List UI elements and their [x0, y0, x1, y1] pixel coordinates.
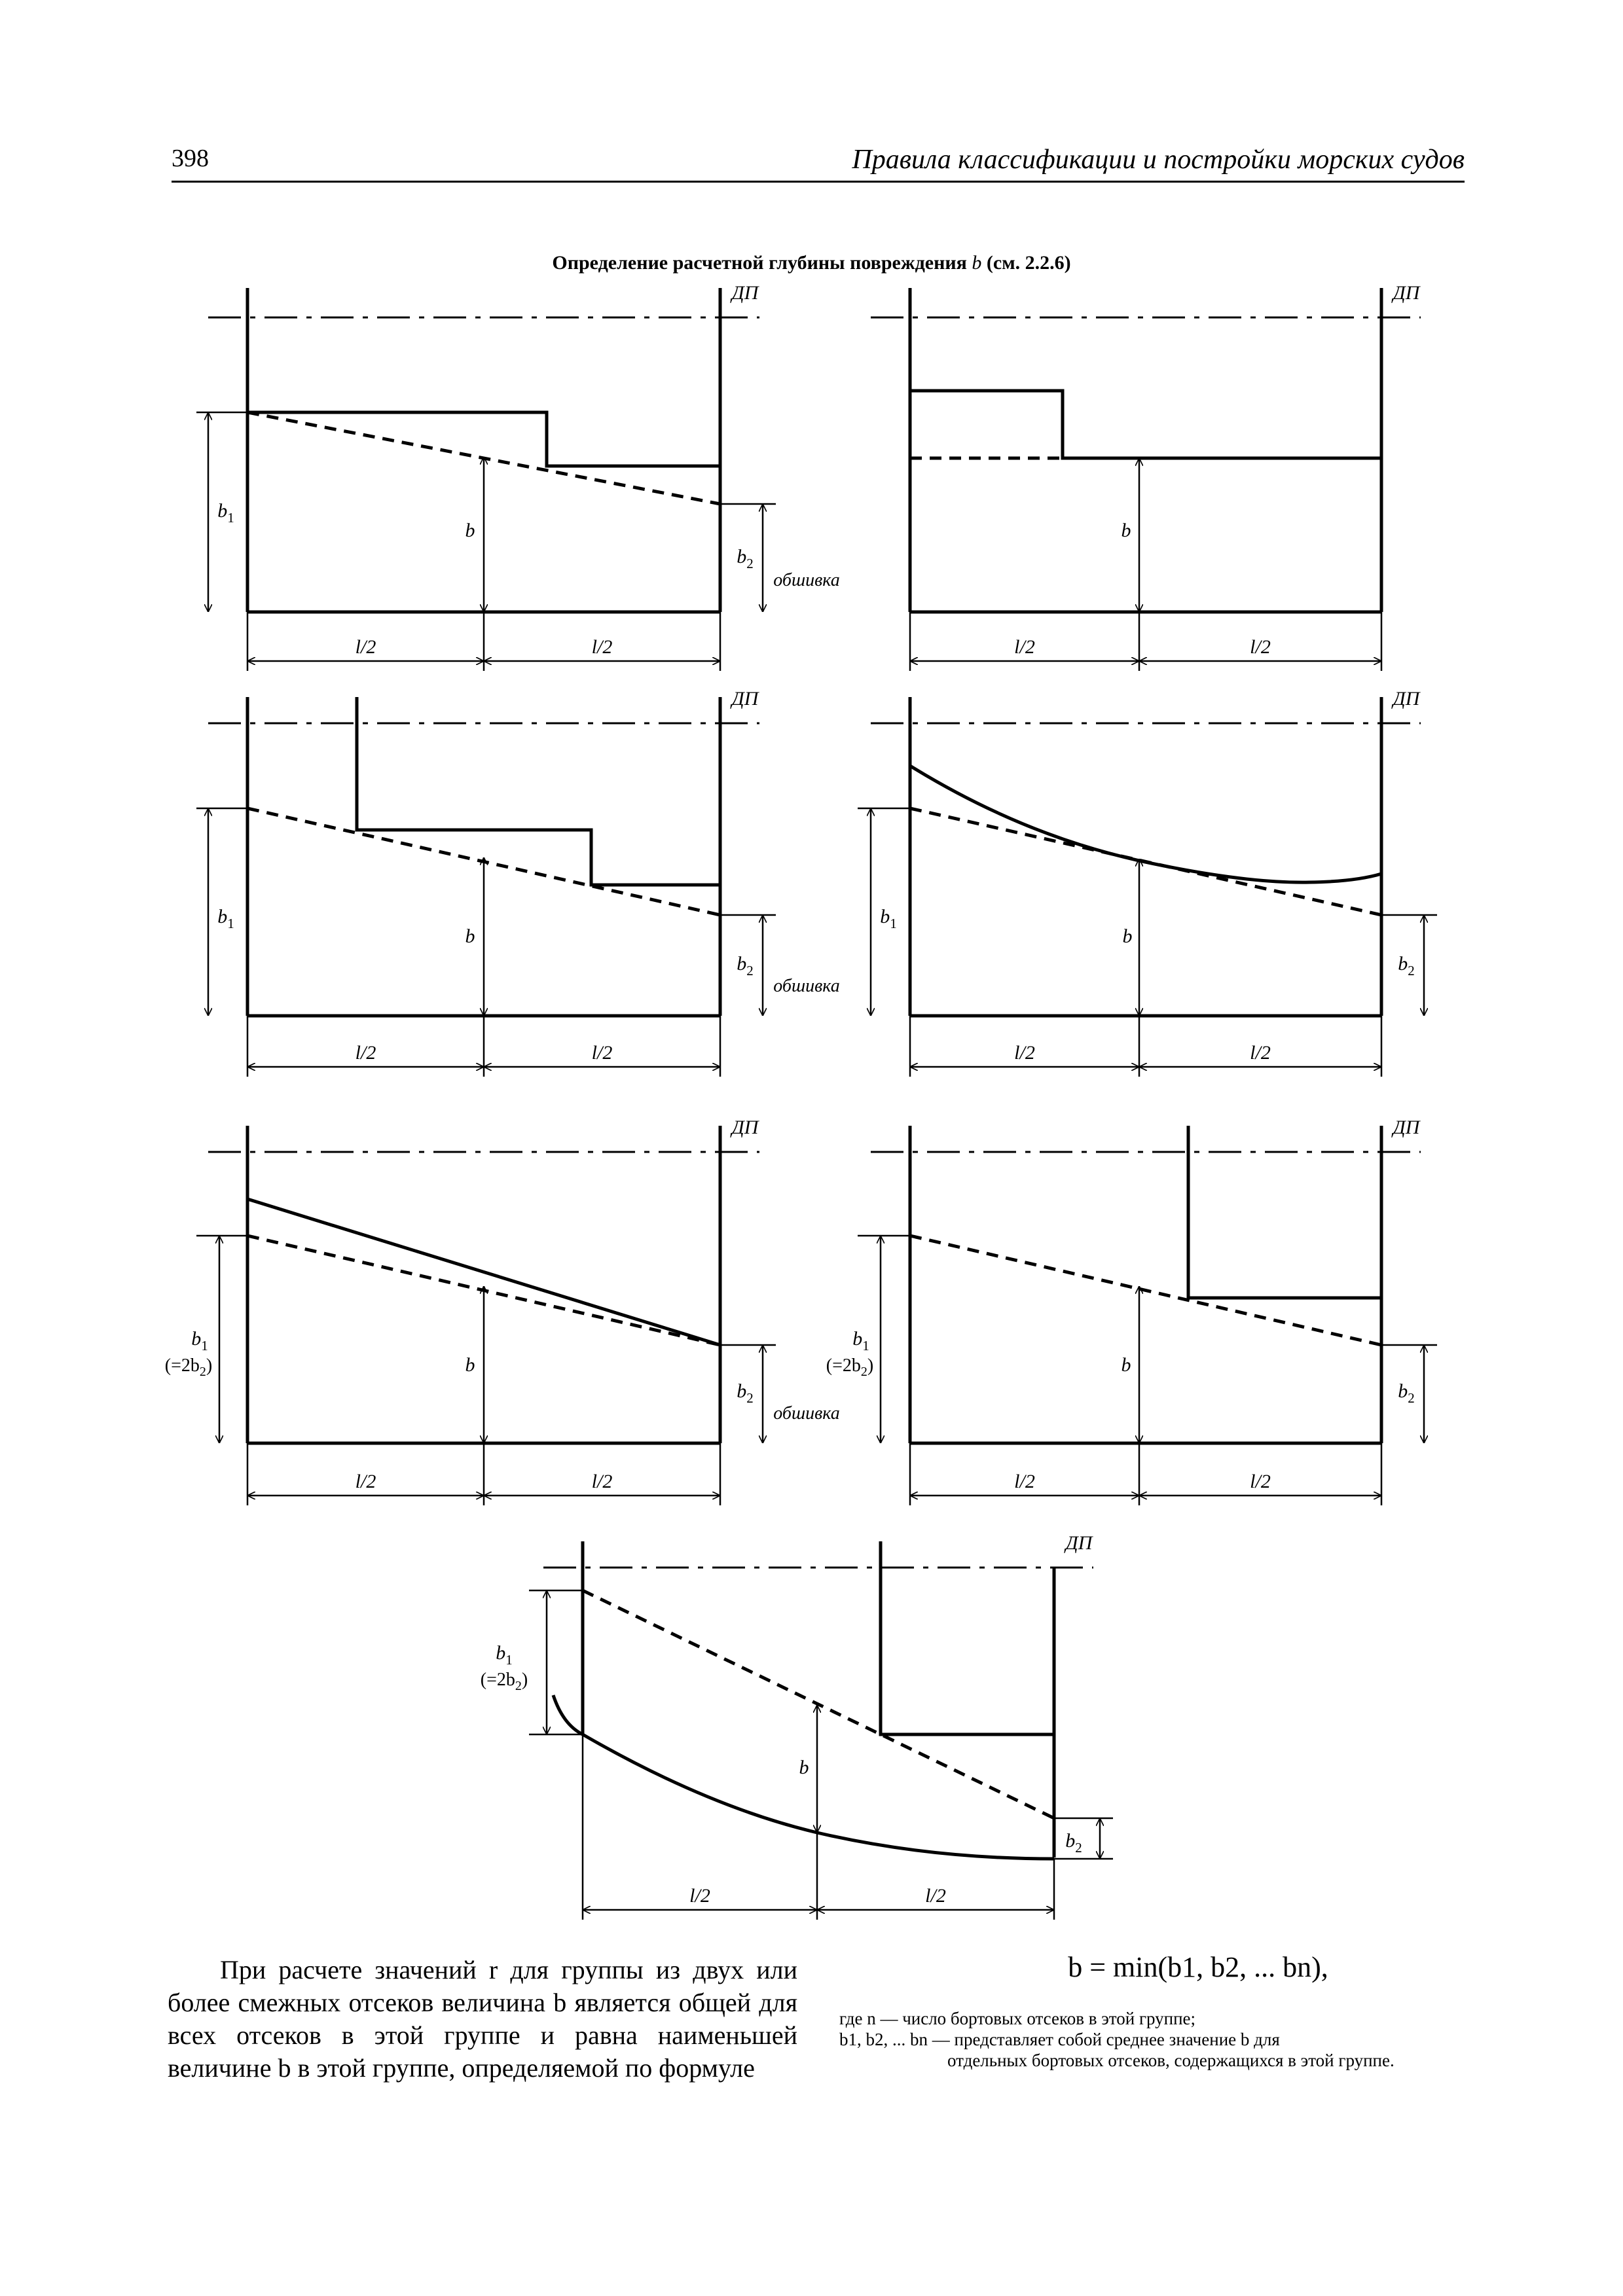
- panel-6-half-length-label-1: l/2: [1014, 1471, 1035, 1492]
- panel-4-half-length-label-2: l/2: [1250, 1042, 1271, 1064]
- panel-7-damage-boundary: [881, 1541, 1054, 1734]
- diagram-group: [165, 282, 1437, 1920]
- figure-title-var: b: [972, 252, 982, 274]
- formula-notes: [839, 2008, 1468, 2071]
- panel-1-plating-label: обшивка: [773, 570, 840, 590]
- panel-6-mean-line: [910, 1236, 1381, 1345]
- panel-3-half-length-label-1: l/2: [355, 1042, 376, 1064]
- panel-5-half-length-label-1: l/2: [355, 1471, 376, 1492]
- panel-7-dp-label: ДП: [1065, 1532, 1093, 1554]
- panel-1-half-length-label-1: l/2: [355, 636, 376, 658]
- panel-1-b-label: b: [465, 520, 475, 541]
- panel-3-b2-label: $b_2$: [737, 953, 754, 978]
- panel-6-b1-label: $b_1$: [852, 1328, 869, 1354]
- panel-6-eq2b2-label: $(=2b_2)$: [826, 1355, 874, 1379]
- panel-1-half-length-label-2: l/2: [591, 636, 613, 658]
- figure-title-prefix: Определение расчетной глубины повреждения: [552, 252, 967, 274]
- panel-2-b-label: b: [1121, 520, 1131, 541]
- panel-1-b2-label: $b_2$: [737, 546, 754, 571]
- panel-6-half-length-label-2: l/2: [1250, 1471, 1271, 1492]
- panel-2-damage-boundary: [910, 391, 1381, 458]
- panel-7-b2-label: $b_2$: [1065, 1830, 1082, 1856]
- panel-6-b2-label: $b_2$: [1398, 1380, 1415, 1406]
- panel-5-dp-label: ДП: [731, 1117, 759, 1138]
- panel-4-b1-label: $b_1$: [880, 906, 897, 931]
- panel-4-b2-label: $b_2$: [1398, 953, 1415, 978]
- panel-4-damage-curve: [910, 766, 1381, 882]
- panel-5-plating-label: обшивка: [773, 1403, 840, 1424]
- panel-7-b-label: b: [799, 1757, 809, 1778]
- panel-3-damage-boundary: [357, 697, 720, 885]
- panel-4-half-length-label-1: l/2: [1014, 1042, 1035, 1064]
- figure-title-suffix: (см. 2.2.6): [986, 252, 1071, 274]
- notes-line-3: отдельных бортовых отсеков, содержащихся в этой группе.: [947, 2051, 1395, 2070]
- panel-3-dp-label: ДП: [731, 688, 759, 709]
- panel-7-mean-line: [583, 1590, 1054, 1818]
- panel-5-half-length-label-2: l/2: [591, 1471, 613, 1492]
- panel-1-dp-label: ДП: [731, 282, 759, 304]
- panel-5-b-label: b: [465, 1354, 475, 1376]
- body-paragraph: При расчете значений r для группы из двух или более смежных отсеков величина b является общей для всех отсеков в этой группе и равна наименьшей величине b в этой группе, определяемой по формуле: [168, 1955, 797, 2083]
- running-title: Правила классификации и постройки морских судов: [852, 145, 1465, 175]
- page-number: 398: [172, 145, 209, 172]
- panel-3-half-length-label-2: l/2: [591, 1042, 613, 1064]
- panel-7-half-length-label-1: l/2: [689, 1885, 710, 1907]
- panel-4-b-label: b: [1122, 925, 1133, 947]
- notes-line-1: где n — число бортовых отсеков в этой группе;: [839, 2009, 1196, 2028]
- panel-1-b1-label: $b_1$: [217, 500, 234, 526]
- panel-6-b-label: b: [1121, 1354, 1131, 1376]
- panel-2-half-length-label-2: l/2: [1250, 636, 1271, 658]
- panel-4-mean-line: [910, 808, 1381, 915]
- panel-6-dp-label: ДП: [1393, 1117, 1420, 1138]
- panel-5-b2-label: $b_2$: [737, 1380, 754, 1406]
- panel-7-b1-label: $b_1$: [496, 1642, 513, 1668]
- formula: b = min(b1, b2, ... bn),: [1068, 1951, 1328, 1983]
- panel-2-half-length-label-1: l/2: [1014, 636, 1035, 658]
- panel-4-dp-label: ДП: [1393, 688, 1420, 709]
- panel-3-plating-label: обшивка: [773, 976, 840, 996]
- panel-3-b1-label: $b_1$: [217, 906, 234, 931]
- panel-7-eq2b2-label: $(=2b_2)$: [480, 1670, 528, 1693]
- notes-line-2: b1, b2, ... bn — представляет собой среднее значение b для: [839, 2030, 1280, 2049]
- panel-2-dp-label: ДП: [1393, 282, 1420, 304]
- panel-5-b1-label: $b_1$: [191, 1328, 208, 1354]
- panel-5-eq2b2-label: $(=2b_2)$: [164, 1355, 213, 1379]
- panel-3-b-label: b: [465, 925, 475, 947]
- panel-7-half-length-label-2: l/2: [925, 1885, 946, 1907]
